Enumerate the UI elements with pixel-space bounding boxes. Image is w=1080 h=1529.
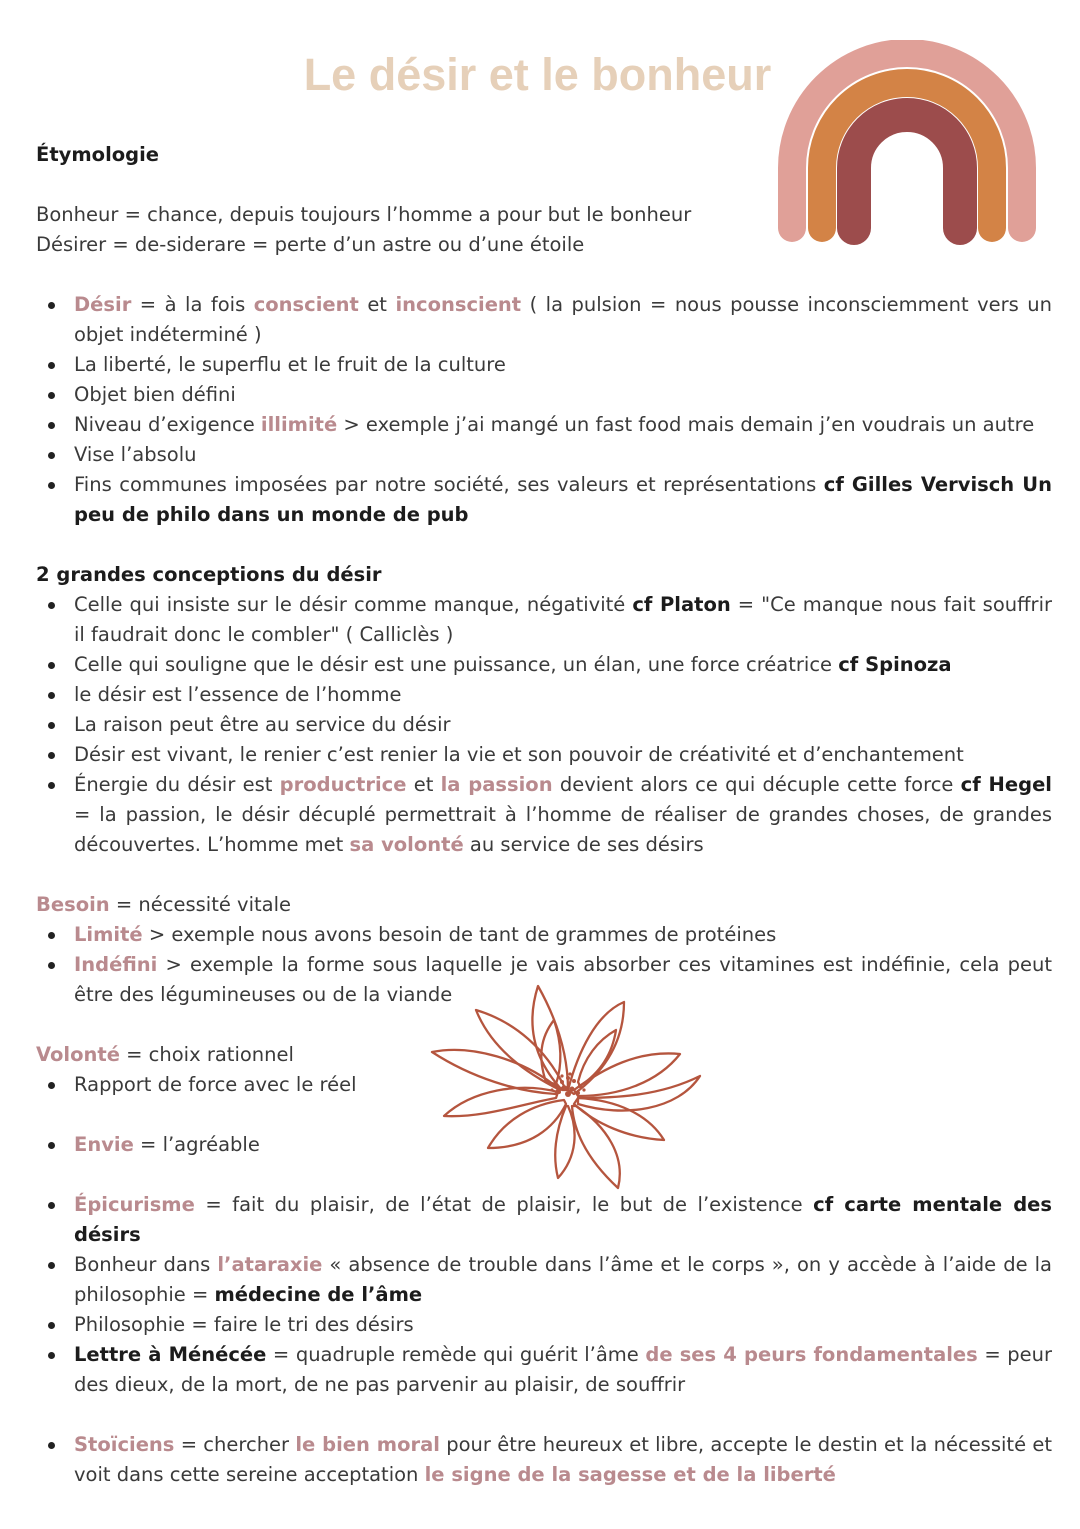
list-item: Celle qui souligne que le désir est une puissance, un élan, une force créatrice cf Spinoza <box>36 650 1052 680</box>
volonte-list <box>36 1070 1052 1100</box>
notes-content <box>36 140 1052 1490</box>
list-item: Indéfini > exemple la forme sous laquelle je vais absorber ces vitamines est indéfinie, cela peut être des légumineuses ou de la viande <box>36 950 1052 1010</box>
list-item: Limité > exemple nous avons besoin de tant de grammes de protéines <box>36 920 1052 950</box>
list-item: Bonheur dans l’ataraxie « absence de trouble dans l’âme et le corps », on y accède à l’aide de la philosophie = médecine de l’âme <box>36 1250 1052 1310</box>
conceptions-list <box>36 590 1052 860</box>
list-item: Philosophie = faire le tri des désirs <box>36 1310 1052 1340</box>
page-title: Le désir et le bonheur <box>303 49 772 100</box>
list-item: Vise l’absolu <box>36 440 1052 470</box>
stoiciens-list <box>36 1430 1052 1490</box>
list-item: Fins communes imposées par notre société, ses valeurs et représentations cf Gilles Vervisch Un peu de philo dans un monde de pub <box>36 470 1052 530</box>
list-item: La raison peut être au service du désir <box>36 710 1052 740</box>
section-heading-etymologie: Étymologie <box>36 143 160 166</box>
list-item: Épicurisme = fait du plaisir, de l’état de plaisir, le but de l’existence cf carte mentale des désirs <box>36 1190 1052 1250</box>
list-item: Désir = à la fois conscient et inconscient ( la pulsion = nous pousse inconsciemment vers un objet indéterminé ) <box>36 290 1052 350</box>
section-heading-conceptions: 2 grandes conceptions du désir <box>36 563 382 586</box>
etymologie-line: Bonheur = chance, depuis toujours l’homme a pour but le bonheur <box>36 203 692 226</box>
besoin-list <box>36 920 1052 1010</box>
besoin-definition: Besoin = nécessité vitale <box>36 893 292 916</box>
list-item: Niveau d’exigence illimité > exemple j’ai mangé un fast food mais demain j’en voudrais un autre <box>36 410 1052 440</box>
list-item: Désir est vivant, le renier c’est renier la vie et son pouvoir de créativité et d’enchantement <box>36 740 1052 770</box>
list-item: Rapport de force avec le réel <box>36 1070 1052 1100</box>
volonte-definition: Volonté = choix rationnel <box>36 1043 294 1066</box>
list-item: Énergie du désir est productrice et la passion devient alors ce qui décuple cette force cf Hegel = la passion, le désir décuplé permettrait à l’homme de réaliser de grandes choses, de grandes découvertes. L’homme met sa volonté au service de ses désirs <box>36 770 1052 860</box>
epicurisme-list <box>36 1190 1052 1400</box>
list-item: Lettre à Ménécée = quadruple remède qui guérit l’âme de ses 4 peurs fondamentales = peur des dieux, de la mort, de ne pas parvenir au plaisir, de souffrir <box>36 1340 1052 1400</box>
list-item: La liberté, le superflu et le fruit de la culture <box>36 350 1052 380</box>
list-item: le désir est l’essence de l’homme <box>36 680 1052 710</box>
envie-list <box>36 1130 1052 1160</box>
list-item: Objet bien défini <box>36 380 1052 410</box>
etymologie-line: Désirer = de-siderare = perte d’un astre ou d’une étoile <box>36 233 585 256</box>
list-item: Celle qui insiste sur le désir comme manque, négativité cf Platon = "Ce manque nous fait souffrir il faudrait donc le combler" ( Calliclès ) <box>36 590 1052 650</box>
list-item: Envie = l’agréable <box>36 1130 1052 1160</box>
desir-list <box>36 290 1052 530</box>
list-item: Stoïciens = chercher le bien moral pour être heureux et libre, accepte le destin et la nécessité et voit dans cette sereine acceptation le signe de la sagesse et de la liberté <box>36 1430 1052 1490</box>
